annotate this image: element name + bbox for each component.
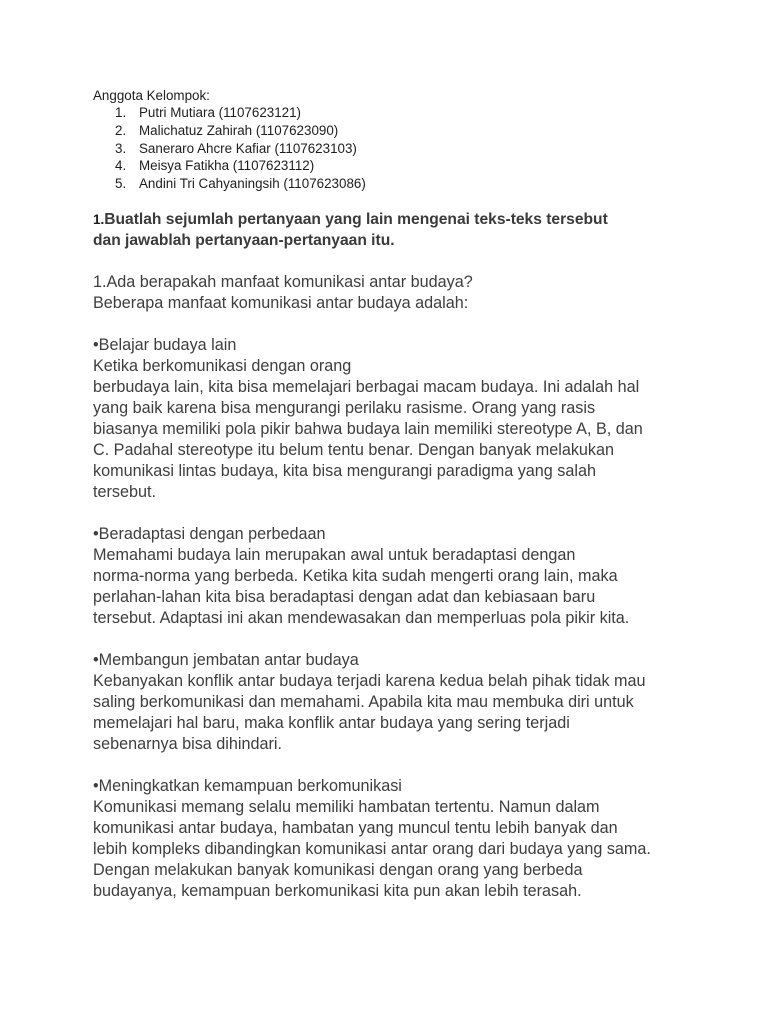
section-line: Dengan melakukan banyak komunikasi dengan orang yang berbeda <box>93 861 583 879</box>
section-line: perlahan-lahan kita bisa beradaptasi dengan adat dan kebiasaan baru <box>93 588 596 606</box>
member-name: Meisya Fatikha (1107623112) <box>139 158 315 174</box>
section-line: Ketika berkomunikasi dengan orang <box>93 357 352 375</box>
section-line: Komunikasi memang selalu memiliki hambatan tertentu. Namun dalam <box>93 798 600 816</box>
question-text: 1.Ada berapakah manfaat komunikasi antar budaya? <box>93 273 473 291</box>
task-line <box>93 209 693 230</box>
section-line: yang baik karena bisa mengurangi perilaku rasisme. Orang yang rasis <box>93 399 596 417</box>
member-name: Andini Tri Cahyaningsih (1107623086) <box>139 176 366 192</box>
task-line: dan jawablah pertanyaan-pertanyaan itu. <box>93 232 395 249</box>
section-line: berbudaya lain, kita bisa memelajari berbagai macam budaya. Ini adalah hal <box>93 378 640 396</box>
section-line: norma-norma yang berbeda. Ketika kita sudah mengerti orang lain, maka <box>93 567 618 585</box>
task-text: Buatlah sejumlah pertanyaan yang lain mengenai teks-teks tersebut <box>104 211 608 228</box>
section-line: budayanya, kemampuan berkomunikasi kita pun akan lebih terasah. <box>93 882 582 900</box>
member-number: 2. <box>115 122 127 138</box>
section-heading: •Membangun jembatan antar budaya <box>93 651 359 669</box>
section-line: tersebut. Adaptasi ini akan mendewasakan dan memperluas pola pikir kita. <box>93 609 630 627</box>
section-heading: •Meningkatkan kemampuan berkomunikasi <box>93 777 402 795</box>
section-line: saling berkomunikasi dan memahami. Apabila kita mau membuka diri untuk <box>93 693 634 711</box>
member-number: 5. <box>115 176 127 192</box>
member-item <box>93 122 366 140</box>
section-line: komunikasi lintas budaya, kita bisa mengurangi paradigma yang salah <box>93 462 597 480</box>
section-heading: •Belajar budaya lain <box>93 336 237 354</box>
spacer <box>93 314 693 335</box>
member-number: 3. <box>115 140 127 156</box>
section-line: sebenarnya bisa dihindari. <box>93 735 282 753</box>
member-name: Saneraro Ahcre Kafiar (1107623103) <box>139 140 357 156</box>
member-name: Malichatuz Zahirah (1107623090) <box>139 122 339 138</box>
section-line: tersebut. <box>93 483 156 501</box>
member-name: Putri Mutiara (1107623121) <box>139 105 302 120</box>
answer-intro: Beberapa manfaat komunikasi antar budaya adalah: <box>93 294 469 312</box>
member-item <box>93 175 366 193</box>
spacer <box>93 629 693 650</box>
member-item <box>93 140 366 158</box>
spacer <box>93 755 693 776</box>
section-line: memelajari hal baru, maka konflik antar budaya yang sering terjadi <box>93 714 570 732</box>
task-instruction <box>93 209 693 251</box>
member-number: 1. <box>115 105 127 120</box>
section-line: Kebanyakan konflik antar budaya terjadi karena kedua belah pihak tidak mau <box>93 672 646 690</box>
section-heading: •Beradaptasi dengan perbedaan <box>93 525 326 543</box>
member-number: 4. <box>115 158 127 174</box>
section-line: biasanya memiliki pola pikir bahwa budaya lain memiliki stereotype A, B, dan <box>93 420 643 438</box>
section-line: C. Padahal stereotype itu belum tentu benar. Dengan banyak melakukan <box>93 441 615 459</box>
task-number: 1. <box>93 212 105 227</box>
member-item <box>93 157 366 175</box>
spacer <box>93 503 693 524</box>
member-item <box>93 104 366 122</box>
section-line: lebih kompleks dibandingkan komunikasi antar orang dari budaya yang sama. <box>93 840 651 858</box>
answer-content <box>93 272 693 902</box>
section-line: Memahami budaya lain merupakan awal untuk beradaptasi dengan <box>93 546 576 564</box>
section-line: komunikasi antar budaya, hambatan yang muncul tentu lebih banyak dan <box>93 819 618 837</box>
members-heading: Anggota Kelompok: <box>93 88 210 103</box>
members-list <box>93 104 366 193</box>
